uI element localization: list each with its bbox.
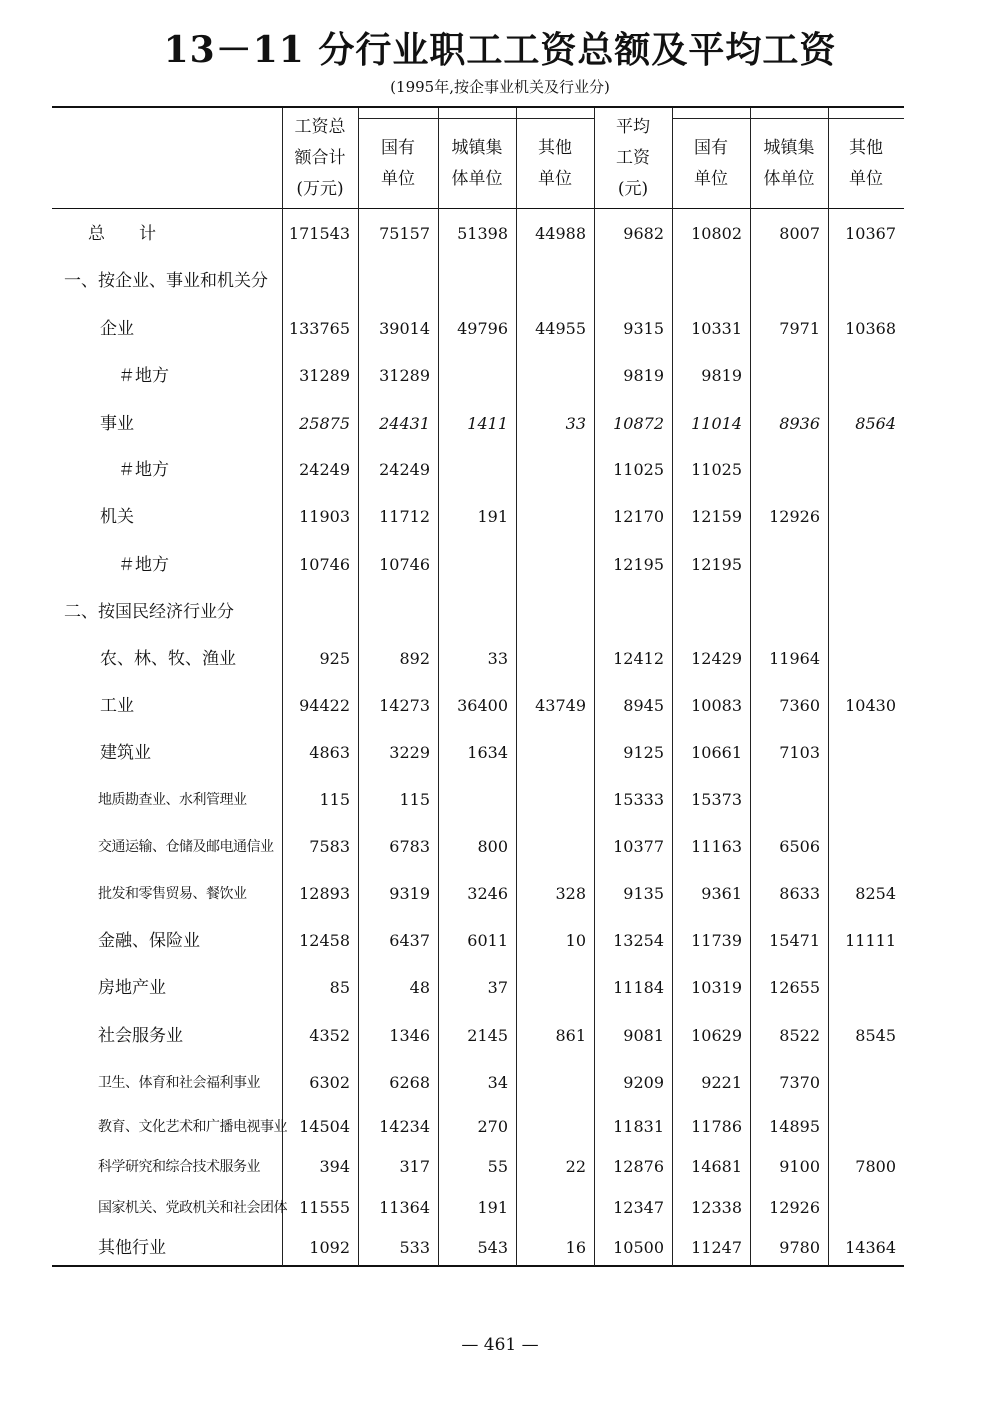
table-cell: 3246 [467, 884, 508, 903]
table-cell: 43749 [535, 696, 586, 715]
table-cell: 12170 [613, 507, 664, 526]
table-cell: 9819 [701, 366, 742, 385]
table-cell: 51398 [457, 224, 508, 243]
table-cell: 925 [319, 649, 350, 668]
table-cell: 9135 [623, 884, 664, 903]
table-cell: 9221 [701, 1073, 742, 1092]
table-cell: 1092 [309, 1238, 350, 1257]
table-row [0, 973, 1000, 1003]
row-label: 农、林、牧、渔业 [100, 649, 236, 669]
table-cell: 10377 [613, 837, 664, 856]
table-cell: 55 [487, 1157, 508, 1176]
table-cell: 9361 [701, 884, 742, 903]
row-label: 工业 [100, 696, 134, 716]
table-cell: 15471 [769, 931, 820, 950]
table-cell: 12195 [613, 555, 664, 574]
table-cell: 31289 [299, 366, 350, 385]
table-cell: 10319 [691, 978, 742, 997]
row-label: 企业 [100, 319, 134, 339]
table-row [0, 1233, 1000, 1263]
row-label: 二、按国民经济行业分 [64, 602, 234, 622]
table-cell: 36400 [457, 696, 508, 715]
row-label: 机关 [100, 507, 134, 527]
row-label: ＃地方 [118, 460, 169, 480]
table-bottom-rule [52, 1265, 904, 1267]
table-cell: 8007 [779, 224, 820, 243]
table-row [0, 1193, 1000, 1223]
table-cell: 7583 [309, 837, 350, 856]
table-row [0, 550, 1000, 580]
table-row [0, 409, 1000, 439]
table-cell: 10661 [691, 743, 742, 762]
table-cell: 892 [399, 649, 430, 668]
table-cell: 13254 [613, 931, 664, 950]
table-cell: 115 [399, 790, 430, 809]
header-bottom-rule [52, 208, 904, 209]
table-row [0, 738, 1000, 768]
table-cell: 15373 [691, 790, 742, 809]
table-row [0, 1152, 1000, 1182]
table-cell: 191 [477, 1198, 508, 1217]
table-cell: 10367 [845, 224, 896, 243]
header-other-units-avg: 其他 单位 [849, 138, 883, 189]
table-cell: 11247 [691, 1238, 742, 1257]
table-cell: 861 [555, 1026, 586, 1045]
table-cell: 12655 [769, 978, 820, 997]
table-cell: 800 [477, 837, 508, 856]
table-row [0, 502, 1000, 532]
table-row [0, 1112, 1000, 1142]
table-cell: 328 [555, 884, 586, 903]
table-cell: 10368 [845, 319, 896, 338]
table-cell: 15333 [613, 790, 664, 809]
table-row [0, 785, 1000, 815]
table-cell: 533 [399, 1238, 430, 1257]
table-cell: 11739 [691, 931, 742, 950]
table-cell: 44955 [535, 319, 586, 338]
row-label: 地质勘查业、水利管理业 [98, 792, 247, 808]
table-cell: 85 [329, 978, 350, 997]
table-cell: 12926 [769, 1198, 820, 1217]
row-label: ＃地方 [118, 555, 169, 575]
table-cell: 8633 [779, 884, 820, 903]
table-cell: 14364 [845, 1238, 896, 1257]
table-cell: 7800 [855, 1157, 896, 1176]
table-cell: 24249 [299, 460, 350, 479]
table-cell: 11364 [379, 1198, 430, 1217]
table-cell: 11025 [613, 460, 664, 479]
table-cell: 10083 [691, 696, 742, 715]
table-row [0, 597, 1000, 627]
table-cell: 11712 [379, 507, 430, 526]
table-row [0, 455, 1000, 485]
table-cell: 10331 [691, 319, 742, 338]
table-cell: 270 [477, 1117, 508, 1136]
table-row [0, 691, 1000, 721]
table-cell: 31289 [379, 366, 430, 385]
table-cell: 6437 [389, 931, 430, 950]
table-cell: 9100 [779, 1157, 820, 1176]
table-cell: 48 [409, 978, 430, 997]
table-cell: 7971 [779, 319, 820, 338]
table-cell: 3229 [389, 743, 430, 762]
row-label: 卫生、体育和社会福利事业 [98, 1075, 260, 1091]
table-cell: 133765 [288, 319, 350, 338]
table-cell: 11163 [691, 837, 742, 856]
row-label: 总 计 [88, 224, 156, 244]
table-row [0, 361, 1000, 391]
table-cell: 9780 [779, 1238, 820, 1257]
table-row [0, 314, 1000, 344]
table-cell: 24431 [379, 414, 430, 433]
row-label: 建筑业 [100, 743, 151, 763]
table-cell: 543 [477, 1238, 508, 1257]
table-cell: 9125 [623, 743, 664, 762]
table-cell: 37 [487, 978, 508, 997]
table-cell: 4352 [309, 1026, 350, 1045]
table-cell: 9315 [623, 319, 664, 338]
table-row [0, 832, 1000, 862]
row-label: 教育、文化艺术和广播电视事业 [98, 1119, 287, 1135]
table-cell: 115 [319, 790, 350, 809]
table-cell: 6302 [309, 1073, 350, 1092]
table-cell: 2145 [467, 1026, 508, 1045]
table-cell: 6011 [467, 931, 508, 950]
header-other-units: 其他 单位 [538, 138, 572, 189]
table-cell: 14273 [379, 696, 430, 715]
table-cell: 11555 [299, 1198, 350, 1217]
table-cell: 191 [477, 507, 508, 526]
table-top-rule [52, 106, 904, 108]
table-cell: 12926 [769, 507, 820, 526]
table-cell: 10 [565, 931, 586, 950]
header-total-wages: 工资总 额合计 (万元) [294, 117, 346, 199]
table-row [0, 879, 1000, 909]
table-cell: 8945 [623, 696, 664, 715]
row-label: 交通运输、仓储及邮电通信业 [98, 839, 274, 855]
row-label: 金融、保险业 [98, 931, 200, 951]
table-cell: 14234 [379, 1117, 430, 1136]
table-row [0, 1021, 1000, 1051]
row-label: 一、按企业、事业和机关分 [64, 271, 268, 291]
table-cell: 16 [565, 1238, 586, 1257]
table-cell: 94422 [299, 696, 350, 715]
table-cell: 8522 [779, 1026, 820, 1045]
table-cell: 6268 [389, 1073, 430, 1092]
table-cell: 12458 [299, 931, 350, 950]
table-cell: 75157 [379, 224, 430, 243]
table-cell: 11111 [845, 931, 896, 950]
table-cell: 6783 [389, 837, 430, 856]
table-cell: 9819 [623, 366, 664, 385]
row-label: 社会服务业 [98, 1026, 183, 1046]
header-state-owned: 国有 单位 [381, 138, 415, 189]
table-cell: 11014 [691, 414, 742, 433]
table-cell: 10746 [299, 555, 350, 574]
table-cell: 8254 [855, 884, 896, 903]
table-cell: 12338 [691, 1198, 742, 1217]
table-cell: 14681 [691, 1157, 742, 1176]
table-cell: 12195 [691, 555, 742, 574]
header-urban-collective-avg: 城镇集 体单位 [763, 138, 815, 189]
row-label: 批发和零售贸易、餐饮业 [98, 886, 247, 902]
table-cell: 49796 [457, 319, 508, 338]
table-cell: 25875 [299, 414, 350, 433]
table-cell: 12347 [613, 1198, 664, 1217]
table-cell: 1346 [389, 1026, 430, 1045]
table-cell: 10746 [379, 555, 430, 574]
table-cell: 11184 [613, 978, 664, 997]
table-row [0, 1068, 1000, 1098]
table-cell: 7360 [779, 696, 820, 715]
row-label: 房地产业 [98, 978, 166, 998]
header-state-owned-avg: 国有 单位 [694, 138, 728, 189]
table-cell: 4863 [309, 743, 350, 762]
table-cell: 33 [565, 414, 586, 433]
table-row [0, 926, 1000, 956]
table-cell: 10500 [613, 1238, 664, 1257]
table-cell: 14504 [299, 1117, 350, 1136]
table-cell: 8545 [855, 1026, 896, 1045]
table-cell: 9682 [623, 224, 664, 243]
table-cell: 7103 [779, 743, 820, 762]
row-label: 国家机关、党政机关和社会团体 [98, 1200, 287, 1216]
table-cell: 1634 [467, 743, 508, 762]
table-cell: 11786 [691, 1117, 742, 1136]
table-cell: 9319 [389, 884, 430, 903]
table-cell: 12159 [691, 507, 742, 526]
table-cell: 394 [319, 1157, 350, 1176]
table-row [0, 644, 1000, 674]
table-cell: 12412 [613, 649, 664, 668]
header-urban-collective: 城镇集 体单位 [451, 138, 503, 189]
table-row [0, 219, 1000, 249]
table-cell: 14895 [769, 1117, 820, 1136]
table-cell: 11903 [299, 507, 350, 526]
table-cell: 39014 [379, 319, 430, 338]
table-cell: 11964 [769, 649, 820, 668]
table-cell: 9081 [623, 1026, 664, 1045]
table-cell: 10802 [691, 224, 742, 243]
page-subtitle: (1995年,按企事业机关及行业分) [390, 78, 610, 96]
header-average-wage: 平均 工资 (元) [616, 117, 650, 199]
table-cell: 1411 [467, 414, 508, 433]
row-label: ＃地方 [118, 366, 169, 386]
table-cell: 7370 [779, 1073, 820, 1092]
page-number: — 461 — [461, 1335, 539, 1355]
table-cell: 12893 [299, 884, 350, 903]
table-cell: 24249 [379, 460, 430, 479]
header-group-line [672, 118, 904, 119]
table-cell: 11831 [613, 1117, 664, 1136]
table-cell: 317 [399, 1157, 430, 1176]
table-cell: 10872 [613, 414, 664, 433]
header-group-line [358, 118, 594, 119]
row-label: 事业 [100, 414, 134, 434]
row-label: 科学研究和综合技术服务业 [98, 1159, 260, 1175]
table-cell: 10629 [691, 1026, 742, 1045]
table-cell: 11025 [691, 460, 742, 479]
table-cell: 8564 [855, 414, 896, 433]
table-cell: 8936 [779, 414, 820, 433]
table-cell: 171543 [288, 224, 350, 243]
page-title: 13－11 分行业职工工资总额及平均工资 [163, 29, 837, 71]
table-row [0, 266, 1000, 296]
table-cell: 12876 [613, 1157, 664, 1176]
table-cell: 33 [487, 649, 508, 668]
table-cell: 12429 [691, 649, 742, 668]
table-cell: 6506 [779, 837, 820, 856]
table-cell: 22 [565, 1157, 586, 1176]
table-cell: 34 [487, 1073, 508, 1092]
row-label: 其他行业 [98, 1238, 166, 1258]
table-cell: 10430 [845, 696, 896, 715]
table-cell: 9209 [623, 1073, 664, 1092]
table-cell: 44988 [535, 224, 586, 243]
